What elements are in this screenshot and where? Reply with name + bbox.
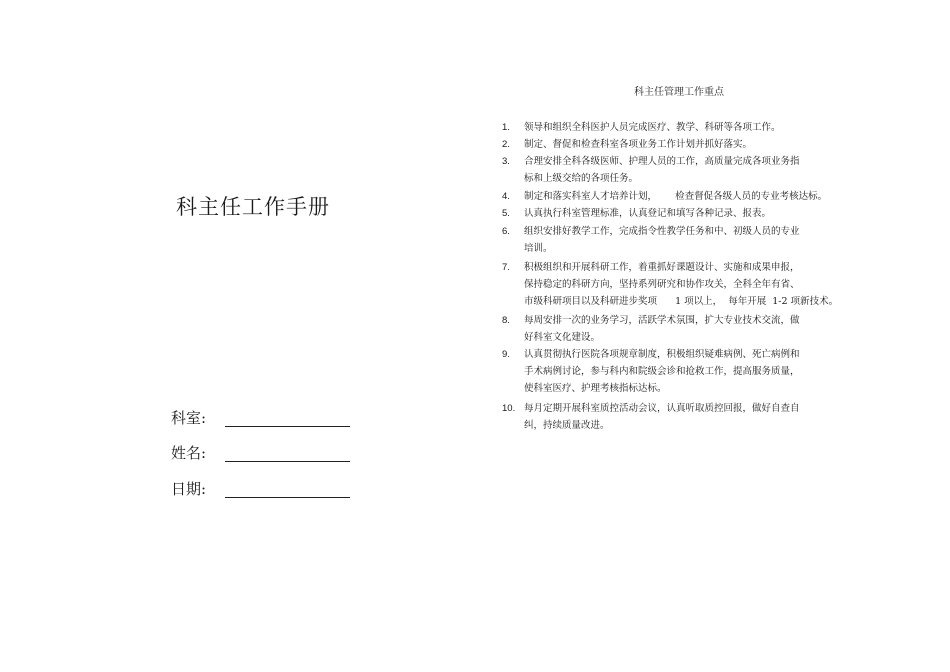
item-text: 领导和组织全科医护人员完成医疗、教学、科研等各项工作。 — [524, 122, 781, 133]
item-text: 培训。 — [524, 243, 553, 254]
item-text: 纠，持续质量改进。 — [524, 420, 610, 431]
item-text: 每周安排一次的业务学习，活跃学术氛围，扩大专业技术交流，做 — [524, 315, 800, 326]
date-label: 日期: — [171, 480, 207, 498]
manual-title: 科主任工作手册 — [176, 195, 330, 219]
name-label: 姓名: — [171, 444, 207, 462]
item-text: 认真执行科室管理标准，认真登记和填写各种记录、报表。 — [524, 208, 772, 219]
item-text: 保持稳定的科研方向，坚持系列研究和协作攻关，全科全年有省、 — [524, 279, 800, 290]
item-number: 3. — [502, 156, 510, 167]
item-text: 积极组织和开展科研工作，着重抓好课题设计、实施和成果申报， — [524, 262, 800, 273]
item-text: 组织安排好教学工作，完成指令性教学任务和中、初级人员的专业 — [524, 226, 800, 237]
name-field — [171, 442, 225, 464]
department-label: 科室: — [171, 409, 207, 427]
item-number: 2. — [502, 139, 510, 150]
department-blank-line — [225, 426, 350, 427]
item-text: 标和上级交给的各项任务。 — [524, 173, 639, 184]
item-text: 好科室文化建设。 — [524, 332, 601, 343]
department-field — [171, 407, 225, 429]
date-blank-line — [225, 497, 350, 498]
item-text: 制定和落实科室人才培养计划， 检查督促各级人员的专业考核达标。 — [524, 191, 828, 202]
date-field — [171, 478, 225, 500]
item-number: 10. — [502, 403, 516, 414]
item-number: 9. — [502, 349, 510, 360]
item-text: 合理安排全科各级医师、护理人员的工作，高质量完成各项业务指 — [524, 156, 800, 167]
item-text: 市级科研项目以及科研进步奖项 1 项以上， 每年开展 1-2 项新技术。 — [524, 296, 839, 307]
item-text: 手术病例讨论，参与科内和院级会诊和抢救工作，提高服务质量， — [524, 366, 800, 377]
item-number: 8. — [502, 315, 510, 326]
item-number: 5. — [502, 208, 510, 219]
item-text: 制定、督促和检查科室各项业务工作计划并抓好落实。 — [524, 139, 753, 150]
item-number: 4. — [502, 191, 510, 202]
item-number: 7. — [502, 262, 510, 273]
item-text: 认真贯彻执行医院各项规章制度，积极组织疑难病例、死亡病例和 — [524, 349, 800, 360]
item-number: 1. — [502, 122, 510, 133]
item-text: 使科室医疗、护理考核指标达标。 — [524, 383, 667, 394]
item-number: 6. — [502, 226, 510, 237]
key-points-title: 科主任管理工作重点 — [634, 87, 724, 98]
item-text: 每月定期开展科室质控活动会议，认真听取质控回报，做好自查自 — [524, 403, 800, 414]
name-blank-line — [225, 461, 350, 462]
